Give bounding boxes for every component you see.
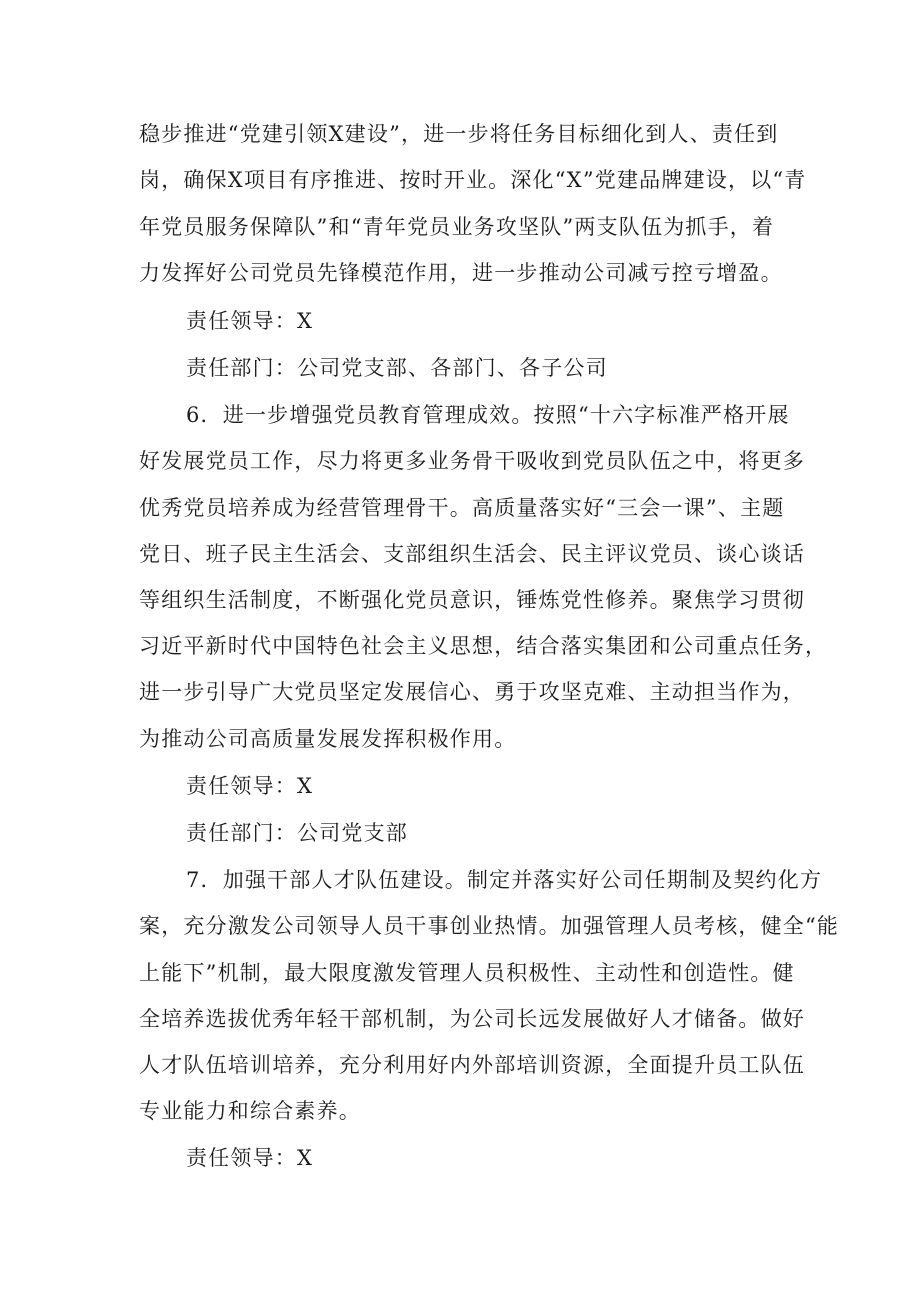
- paragraph-line: 习近平新时代中国特色社会主义思想，结合落实集团和公司重点任务，: [139, 634, 828, 658]
- responsible-leader: 责任领导：X: [186, 1146, 314, 1170]
- paragraph-line: 好发展党员工作，尽力将更多业务骨干吸收到党员队伍之中，将更多: [139, 449, 805, 473]
- paragraph-line: 案，充分激发公司领导人员干事创业热情。加强管理人员考核，健全“能: [139, 914, 840, 938]
- paragraph-line: 上能下”机制，最大限度激发管理人员积极性、主动性和创造性。健: [139, 961, 795, 985]
- paragraph-line: 为推动公司高质量发展发挥积极作用。: [139, 727, 517, 751]
- paragraph-line: 优秀党员培养成为经营管理骨干。高质量落实好“三会一课”、主题: [139, 496, 785, 520]
- paragraph-line: 进一步引导广大党员坚定发展信心、勇于攻坚克难、主动担当作为，: [139, 680, 805, 704]
- paragraph-line: 人才队伍培训培养，充分利用好内外部培训资源，全面提升员工队伍: [139, 1053, 805, 1077]
- paragraph-line: 年党员服务保障队”和“青年党员业务攻坚队”两支队伍为抓手，着: [139, 215, 775, 239]
- paragraph-line: 稳步推进“党建引领X建设”，进一步将任务目标细化到人、责任到: [139, 122, 779, 146]
- paragraph-line: 等组织生活制度，不断强化党员意识，锤炼党性修养。聚焦学习贯彻: [139, 588, 805, 612]
- responsible-department: 责任部门：公司党支部: [186, 821, 408, 845]
- paragraph-line: 全培养选拔优秀年轻干部机制，为公司长远发展做好人才储备。做好: [139, 1007, 805, 1031]
- item-heading-line: 7．加强干部人才队伍建设。制定并落实好公司任期制及契约化方: [186, 868, 823, 892]
- paragraph-line: 党日、班子民主生活会、支部组织生活会、民主评议党员、谈心谈话: [139, 542, 805, 566]
- responsible-leader: 责任领导：X: [186, 309, 314, 333]
- paragraph-line: 岗，确保X项目有序推进、按时开业。深化“X”党建品牌建设，以“青: [139, 168, 807, 192]
- paragraph-line: 力发挥好公司党员先锋模范作用，进一步推动公司减亏控亏增盈。: [139, 261, 783, 285]
- responsible-department: 责任部门：公司党支部、各部门、各子公司: [186, 356, 608, 380]
- responsible-leader: 责任领导：X: [186, 774, 314, 798]
- item-heading-line: 6．进一步增强党员教育管理成效。按照“十六字标准严格开展: [186, 403, 790, 427]
- paragraph-line: 专业能力和综合素养。: [139, 1099, 361, 1123]
